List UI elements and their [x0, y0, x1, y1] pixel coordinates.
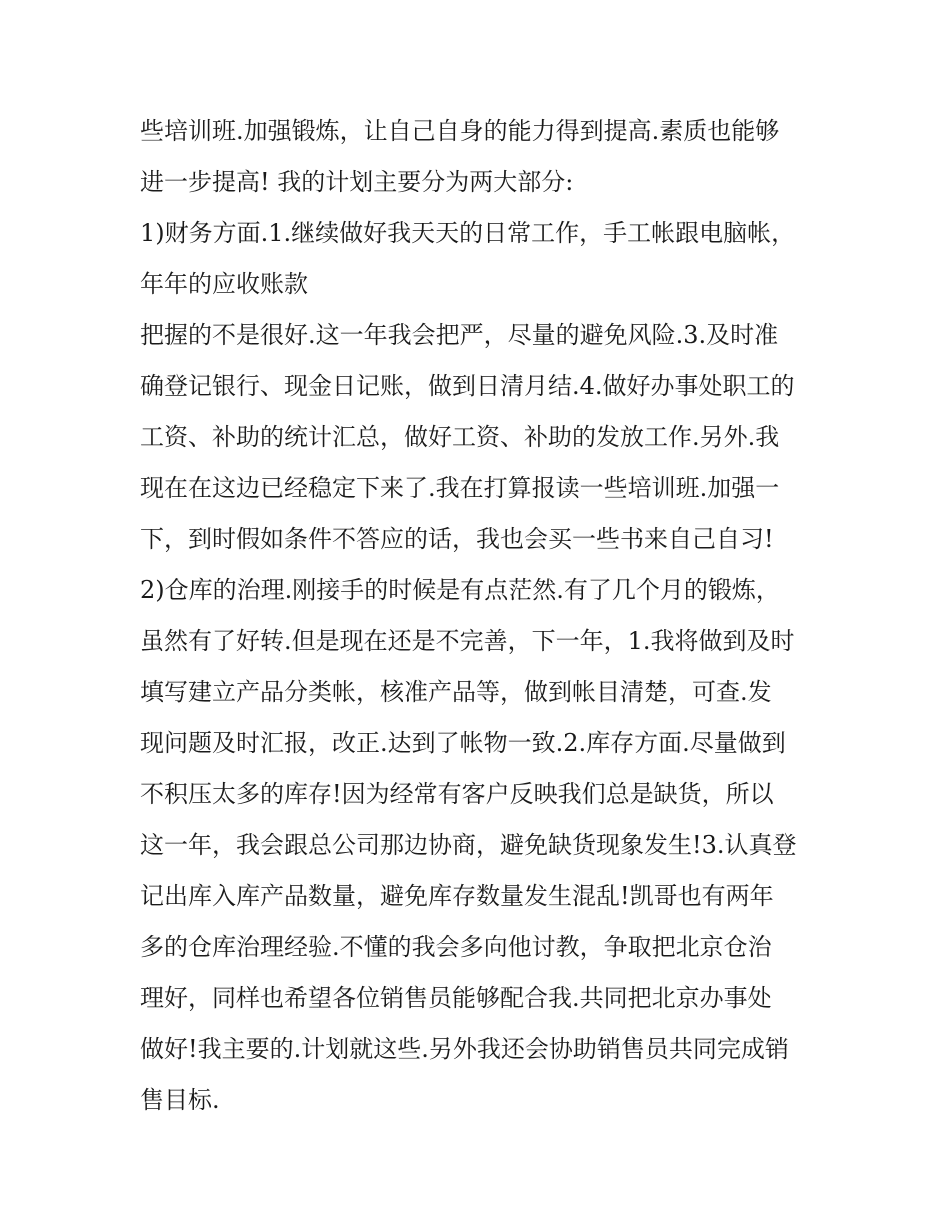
text-line: 2)仓库的治理.刚接手的时候是有点茫然.有了几个月的锻炼，: [140, 576, 780, 604]
text-line: 1)财务方面.1.继续做好我天天的日常工作，手工帐跟电脑帐，: [140, 219, 796, 247]
text-line: 把握的不是很好.这一年我会把严，尽量的避免风险.3.及时准: [140, 321, 779, 349]
text-line: 做好!我主要的.计划就这些.另外我还会协助销售员共同完成销: [140, 1035, 789, 1063]
text-line: 虽然有了好转.但是现在还是不完善，下一年，1.我将做到及时: [140, 627, 795, 655]
text-line: 下，到时假如条件不答应的话，我也会买一些书来自己自习!: [140, 525, 774, 553]
text-line: 现问题及时汇报，改正.达到了帐物一致.2.库存方面.尽量做到: [140, 729, 786, 757]
text-line: 多的仓库治理经验.不懂的我会多向他讨教，争取把北京仓治: [140, 933, 772, 961]
text-line: 进一步提高! 我的计划主要分为两大部分:: [140, 168, 574, 196]
text-line: 不积压太多的库存!因为经常有客户反映我们总是缺货，所以: [140, 780, 774, 808]
text-line: 工资、补助的统计汇总，做好工资、补助的发放工作.另外.我: [140, 423, 780, 451]
body-text: [140, 106, 830, 1126]
text-line: 年年的应收账款: [140, 270, 308, 298]
text-line: 这一年，我会跟总公司那边协商，避免缺货现象发生!3.认真登: [140, 831, 797, 859]
text-line: 确登记银行、现金日记账，做到日清月结.4.做好办事处职工的: [140, 372, 795, 400]
text-line: 填写建立产品分类帐，核准产品等，做到帐目清楚，可查.发: [140, 678, 772, 706]
text-line: 记出库入库产品数量，避免库存数量发生混乱!凯哥也有两年: [140, 882, 774, 910]
text-line: 理好，同样也希望各位销售员能够配合我.共同把北京办事处: [140, 984, 772, 1012]
text-line: 售目标.: [140, 1086, 220, 1114]
text-line: 现在在这边已经稳定下来了.我在打算报读一些培训班.加强一: [140, 474, 780, 502]
text-line: 些培训班.加强锻炼，让自己自身的能力得到提高.素质也能够: [140, 117, 780, 145]
